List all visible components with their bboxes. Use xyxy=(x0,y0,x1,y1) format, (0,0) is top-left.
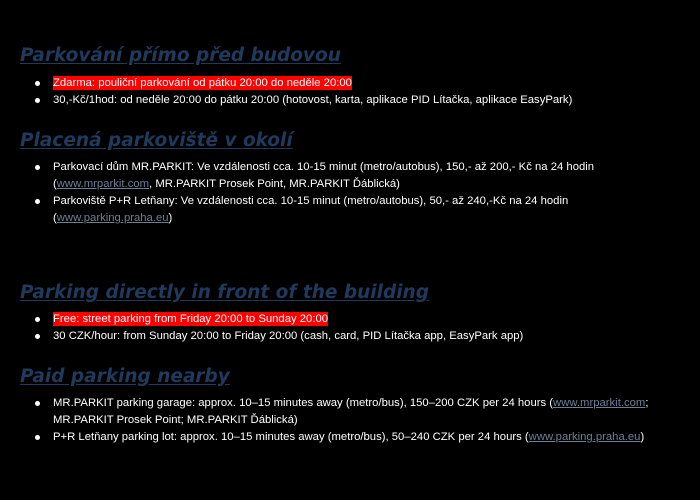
list-paid-parking-en xyxy=(20,395,692,446)
item-text: ( xyxy=(53,178,57,190)
item-text: , MR.PARKIT Prosek Point, MR.PARKIT Ďáblická) xyxy=(149,178,400,190)
link-mrparkit[interactable]: www.mrparkit.com xyxy=(553,397,646,409)
list-item xyxy=(20,328,692,345)
item-text: ( xyxy=(53,212,57,224)
list-free-parking-en xyxy=(20,311,692,345)
item-text: 30 CZK/hour: from Sunday 20:00 to Friday 20:00 (cash, card, PID Lítačka app, EasyPark app) xyxy=(53,330,524,342)
highlighted-text: Zdarma: pouliční parkování od pátku 20:00 do neděle 20:00 xyxy=(53,77,352,89)
bullet-icon xyxy=(35,317,40,322)
item-text: ) xyxy=(168,212,173,224)
item-text: MR.PARKIT Prosek Point; MR.PARKIT Ďáblická) xyxy=(53,414,298,426)
heading-paid-parking-en: Paid parking nearby xyxy=(20,366,230,387)
item-text: MR.PARKIT parking garage: approx. 10–15 minutes away (metro/bus), 150–200 CZK per 24 hours ( xyxy=(53,397,554,409)
heading-free-parking-en: Parking directly in front of the building xyxy=(20,282,429,303)
highlighted-text: Free: street parking from Friday 20:00 to Sunday 20:00 xyxy=(53,313,329,325)
list-item xyxy=(20,75,692,92)
bullet-icon xyxy=(35,165,40,170)
link-parking-praha[interactable]: www.parking.praha.eu xyxy=(528,431,641,443)
bullet-icon xyxy=(35,199,40,204)
item-text: 30,-Kč/1hod: od neděle 20:00 do pátku 20:00 (hotovost, karta, aplikace PID Lítačka, aplikace EasyPark) xyxy=(53,94,573,106)
heading-paid-parking-cz: Placená parkoviště v okolí xyxy=(20,130,293,151)
bullet-icon xyxy=(35,81,40,86)
bullet-icon xyxy=(35,401,40,406)
bullet-icon xyxy=(35,435,40,440)
item-text: Parkoviště P+R Letňany: Ve vzdálenosti cca. 10-15 minut (metro/autobus), 50,- až 240,-Kč na 24 hodin xyxy=(53,195,569,207)
list-item xyxy=(20,159,640,193)
bullet-icon xyxy=(35,334,40,339)
list-item xyxy=(20,193,640,227)
item-text: ) xyxy=(640,431,645,443)
link-mrparkit[interactable]: www.mrparkit.com xyxy=(56,178,150,190)
list-item xyxy=(20,395,692,429)
bullet-icon xyxy=(35,98,40,103)
heading-free-parking-cz: Parkování přímo před budovou xyxy=(20,45,341,66)
list-item xyxy=(20,311,692,328)
list-item xyxy=(20,429,692,446)
list-free-parking-cz xyxy=(20,75,692,109)
list-paid-parking-cz xyxy=(20,159,640,227)
item-text: Parkovací dům MR.PARKIT: Ve vzdálenosti cca. 10-15 minut (metro/autobus), 150,- až 200,- Kč na 24 hodin xyxy=(53,161,595,173)
item-text: P+R Letňany parking lot: approx. 10–15 minutes away (metro/bus), 50–240 CZK per 24 hours ( xyxy=(53,431,529,443)
list-item xyxy=(20,92,692,109)
link-parking-praha[interactable]: www.parking.praha.eu xyxy=(56,212,169,224)
item-text: ; xyxy=(645,397,649,409)
